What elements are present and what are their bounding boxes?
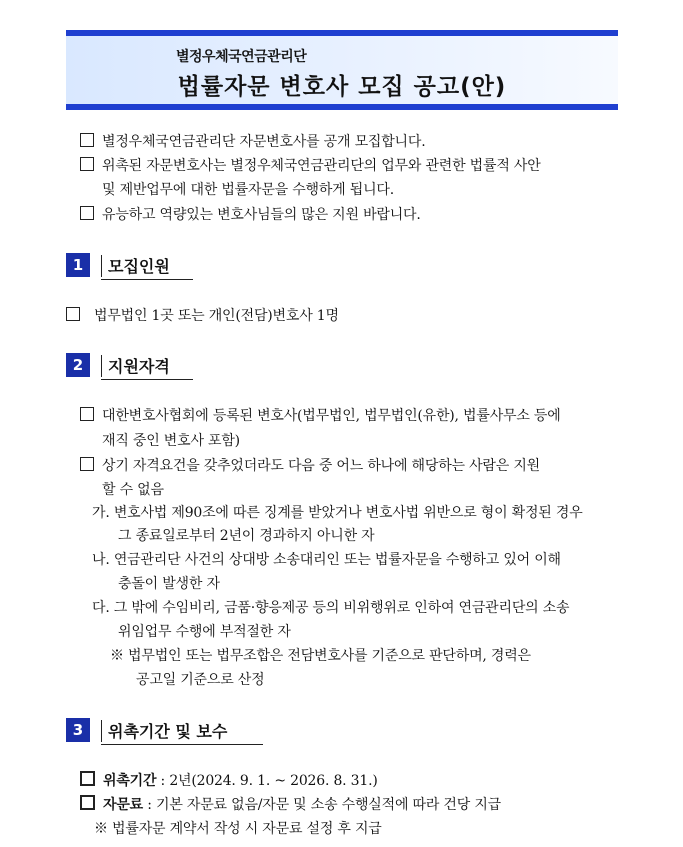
checkbox-square-icon [80,206,94,220]
intro-item-3 [80,204,421,224]
disqual-item-ga-cont: 그 종료일로부터 2년이 경과하지 아니한 자 [118,528,375,544]
disqual-item-da-cont: 위임업무 수행에 부적절한 자 [118,624,291,640]
section-title: 위촉기간 및 보수 [108,722,228,741]
qual-note-cont: 공고일 기준으로 산정 [136,672,265,688]
fee-label: 자문료 [103,797,143,813]
fee-item [80,794,501,814]
section-underline [101,744,263,745]
section-divider [101,720,102,742]
recruit-text: 법무법인 1곳 또는 개인(전담)변호사 1명 [94,308,339,324]
section-divider [101,355,102,377]
section-title: 지원자격 [108,357,170,376]
checkbox-square-icon [66,307,80,321]
disqual-item-na: 나. 연금관리단 사건의 상대방 소송대리인 또는 법률자문을 수행하고 있어 이해 [92,552,561,568]
checkbox-square-icon [80,157,94,171]
qual-item-2 [80,455,540,475]
disqual-item-ga: 가. 변호사법 제90조에 따른 징계를 받았거나 변호사법 위반으로 형이 확정된 경우 [92,505,583,521]
organization-name: 별정우체국연금관리단 [176,49,307,65]
checkbox-square-icon [80,771,95,786]
intro-text-2: 위촉된 자문변호사는 별정우체국연금관리단의 업무와 관련한 법률적 사안 [102,158,541,174]
checkbox-square-icon [80,407,94,421]
section-number: 2 [66,353,90,377]
section-number: 3 [66,718,90,742]
checkbox-square-icon [80,457,94,471]
qual-note: ※ 법무법인 또는 법무조합은 전담변호사를 기준으로 판단하며, 경력은 [110,648,531,664]
checkbox-square-icon [80,133,94,147]
recruit-item [66,305,339,325]
fee-note: ※ 법률자문 계약서 작성 시 자문료 설정 후 지급 [94,821,382,837]
qual-item-1-cont: 재직 중인 변호사 포함) [102,433,240,449]
title-banner [66,30,618,110]
section-underline [101,379,193,380]
section-divider [101,255,102,277]
disqual-item-na-cont: 충돌이 발생한 자 [118,576,220,592]
period-value: : 2년(2024. 9. 1. ~ 2026. 8. 31.) [156,773,378,789]
period-label: 위촉기간 [103,773,157,789]
section-title: 모집인원 [108,257,170,276]
intro-item-1 [80,131,425,151]
qual-text: 상기 자격요건을 갖추었더라도 다음 중 어느 하나에 해당하는 사람은 지원 [102,458,540,474]
section-underline [101,279,193,280]
qual-item-2-cont: 할 수 없음 [102,482,164,498]
checkbox-square-icon [80,795,95,810]
fee-value: : 기본 자문료 없음/자문 및 소송 수행실적에 따라 건당 지급 [142,797,501,813]
intro-text-1: 별정우체국연금관리단 자문변호사를 공개 모집합니다. [102,134,426,150]
page-title: 법률자문 변호사 모집 공고(안) [177,74,507,100]
intro-item-2-cont: 및 제반업무에 대한 법률자문을 수행하게 됩니다. [102,182,394,198]
intro-item-2 [80,155,541,175]
intro-text-3: 유능하고 역량있는 변호사님들의 많은 지원 바랍니다. [102,207,421,223]
qual-item-1 [80,405,561,425]
disqual-item-da: 다. 그 밖에 수임비리, 금품·향응제공 등의 비위행위로 인하여 연금관리단의 소송 [92,600,570,616]
qual-text: 대한변호사협회에 등록된 변호사(법무법인, 법무법인(유한), 법률사무소 등에 [102,408,561,424]
banner-bottom-rule [66,104,618,110]
section-number: 1 [66,253,90,277]
period-item [80,770,378,790]
